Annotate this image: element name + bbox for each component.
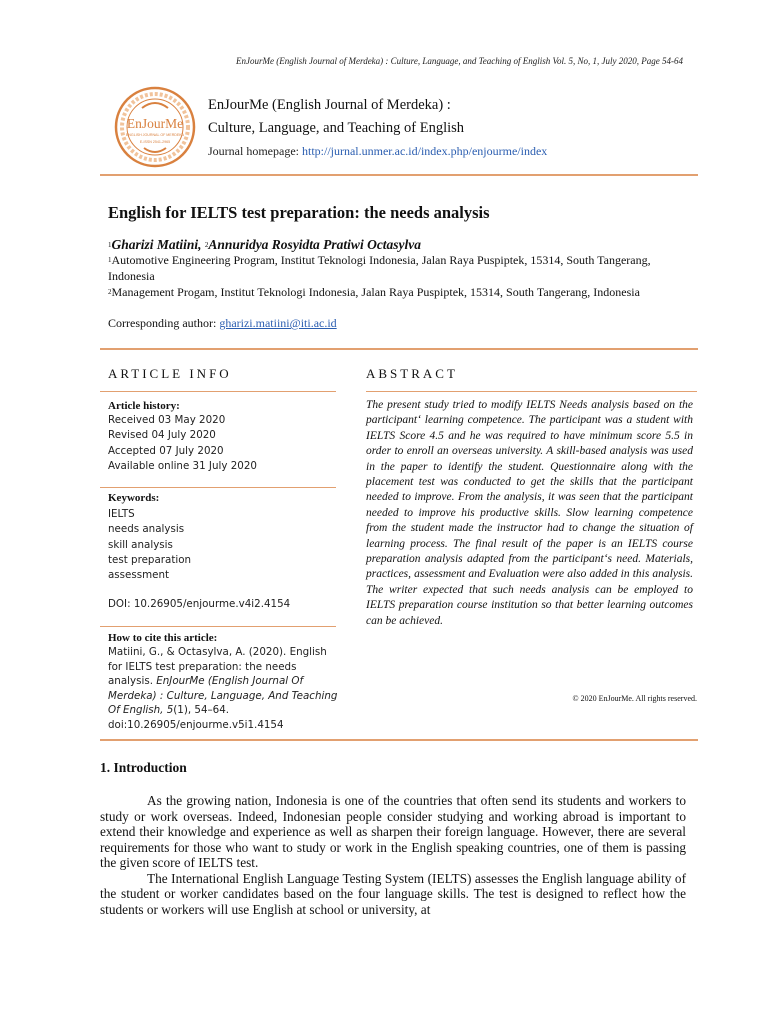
keyword-item: assessment <box>108 569 170 582</box>
copyright: © 2020 EnJourMe. All rights reserved. <box>572 694 697 703</box>
keyword-item: needs analysis <box>108 523 185 536</box>
homepage-link[interactable]: http://jurnal.unmer.ac.id/index.php/enjourme/index <box>301 144 548 158</box>
cite-label: How to cite this article: <box>108 632 218 644</box>
section-title-introduction: 1. Introduction <box>100 760 187 775</box>
history-item: Received 03 May 2020 <box>108 414 226 426</box>
abstract-divider-top <box>366 391 697 392</box>
affil-sup-2: 2 <box>108 288 112 296</box>
logo-title: EnJourMe <box>126 116 184 131</box>
article-info-heading: ARTICLE INFO <box>108 366 232 381</box>
info-divider-top <box>100 391 336 392</box>
history-item: Available online 31 July 2020 <box>108 459 257 472</box>
authors <box>108 237 421 253</box>
author-sup-1: 1 <box>108 241 112 249</box>
corr-email-link[interactable]: gharizi.matiini@iti.ac.id <box>219 316 337 330</box>
cite-part2: (1), 54–64. doi:10.26905/enjourme.v5i1.4154 <box>108 704 284 731</box>
author-sup-2: 2 <box>204 241 209 249</box>
abstract-heading: ABSTRACT <box>366 366 458 381</box>
citation <box>108 645 338 732</box>
keyword-item: test preparation <box>108 553 192 566</box>
journal-name-line1: EnJourMe (English Journal of Merdeka) : <box>208 97 451 113</box>
abstract-text: The present study tried to modify IELTS Needs analysis based on the participant‘ learning competence. The participant was a student with IELTS Score 4.5 and he was required to have minimum score 5.5 in order to enroll an overseas university. A skill-based analysis was used in the paper to identify the student. Questionnaire along with the placement test was conducted to get the skills that the participant needed to improve. From the analysis, it was seen that the participant needed to improve his productive skills. Slow learning competence from the student made the instructor had to change the situation of learning process. The final result of the paper is an IELTS course preparation analysis adapted from the participant‘s need. Materials, practices, assessment and Evaluation were also added in this analysis. The writer expected that such needs analysis can be employed to IELTS preparation course institution so that better learning outcomes can be achieved. <box>366 399 693 627</box>
article-title: English for IELTS test preparation: the needs analysis <box>108 203 490 222</box>
abstract-bottom-divider <box>100 739 698 741</box>
running-head: EnJourMe (English Journal of Merdeka) : Culture, Language, and Teaching of English Vol. 5, No, 1, July 2020, Page 54-64 <box>236 56 683 66</box>
author-2: Annuridya Rosyidta Pratiwi Octasylva <box>208 237 422 252</box>
keyword-item: skill analysis <box>108 538 173 551</box>
logo-subtitle: ENGLISH JOURNAL OF MERDEKA <box>125 133 185 137</box>
corr-label: Corresponding author: <box>108 316 220 330</box>
affil-1-text: Automotive Engineering Program, Institut Teknologi Indonesia, Jalan Raya Puspiptek, 15314, South Tangerang, Indonesia <box>108 253 651 283</box>
paragraph: As the growing nation, Indonesia is one of the countries that often send its students and workers to study or work overseas. Indeed, Indonesian people consider studying and working abroad is important to extend their knowledge and experience as well as sharpen their foreign language. However, there are several requirements for those who want to study or work in the English speaking countries, one of them is passing the given score of IELTS test. <box>100 793 686 870</box>
keyword-item: IELTS <box>108 508 135 520</box>
cite-journal: EnJourMe (English Journal Of Merdeka) : Culture, Language, And Teaching Of English, 5 <box>108 675 338 716</box>
doi-divider <box>100 626 336 627</box>
history-item: Revised 04 July 2020 <box>108 429 216 442</box>
journal-logo <box>114 86 196 168</box>
history-divider <box>100 487 336 488</box>
body-text <box>100 793 686 917</box>
corresponding-author <box>108 316 337 331</box>
doi: DOI: 10.26905/enjourme.v4i2.4154 <box>108 598 291 610</box>
history-item: Accepted 07 July 2020 <box>108 444 224 457</box>
journal-homepage <box>208 144 547 159</box>
paragraph: The International English Language Testing System (IELTS) assesses the English language ability of the student or worker candidates based on the four language skills. The test is designed to reflect how the students or workers will use English at school or university, at <box>100 870 686 917</box>
author-1: Gharizi Matiini, <box>111 237 205 252</box>
title-divider <box>100 348 698 350</box>
affil-sup-1: 1 <box>108 256 112 264</box>
affil-2-text: Management Progam, Institut Teknologi Indonesia, Jalan Raya Puspiptek, 15314, South Tangerang, Indonesia <box>111 285 640 299</box>
cite-part1: Matiini, G., & Octasylva, A. (2020). English for IELTS test preparation: the needs analysis. <box>108 646 327 687</box>
keywords-list <box>108 507 338 583</box>
logo-issn: E-ISSN 2541-2965 <box>139 140 171 144</box>
keywords-label: Keywords: <box>108 492 160 504</box>
homepage-label: Journal homepage: <box>208 144 302 158</box>
affiliation-1 <box>108 252 698 284</box>
history-list <box>108 413 338 474</box>
header-divider <box>100 174 698 176</box>
logo-emblem-icon <box>114 86 196 168</box>
journal-name-line2: Culture, Language, and Teaching of English <box>208 120 465 136</box>
history-label: Article history: <box>108 400 180 412</box>
affiliation-2 <box>108 284 698 300</box>
